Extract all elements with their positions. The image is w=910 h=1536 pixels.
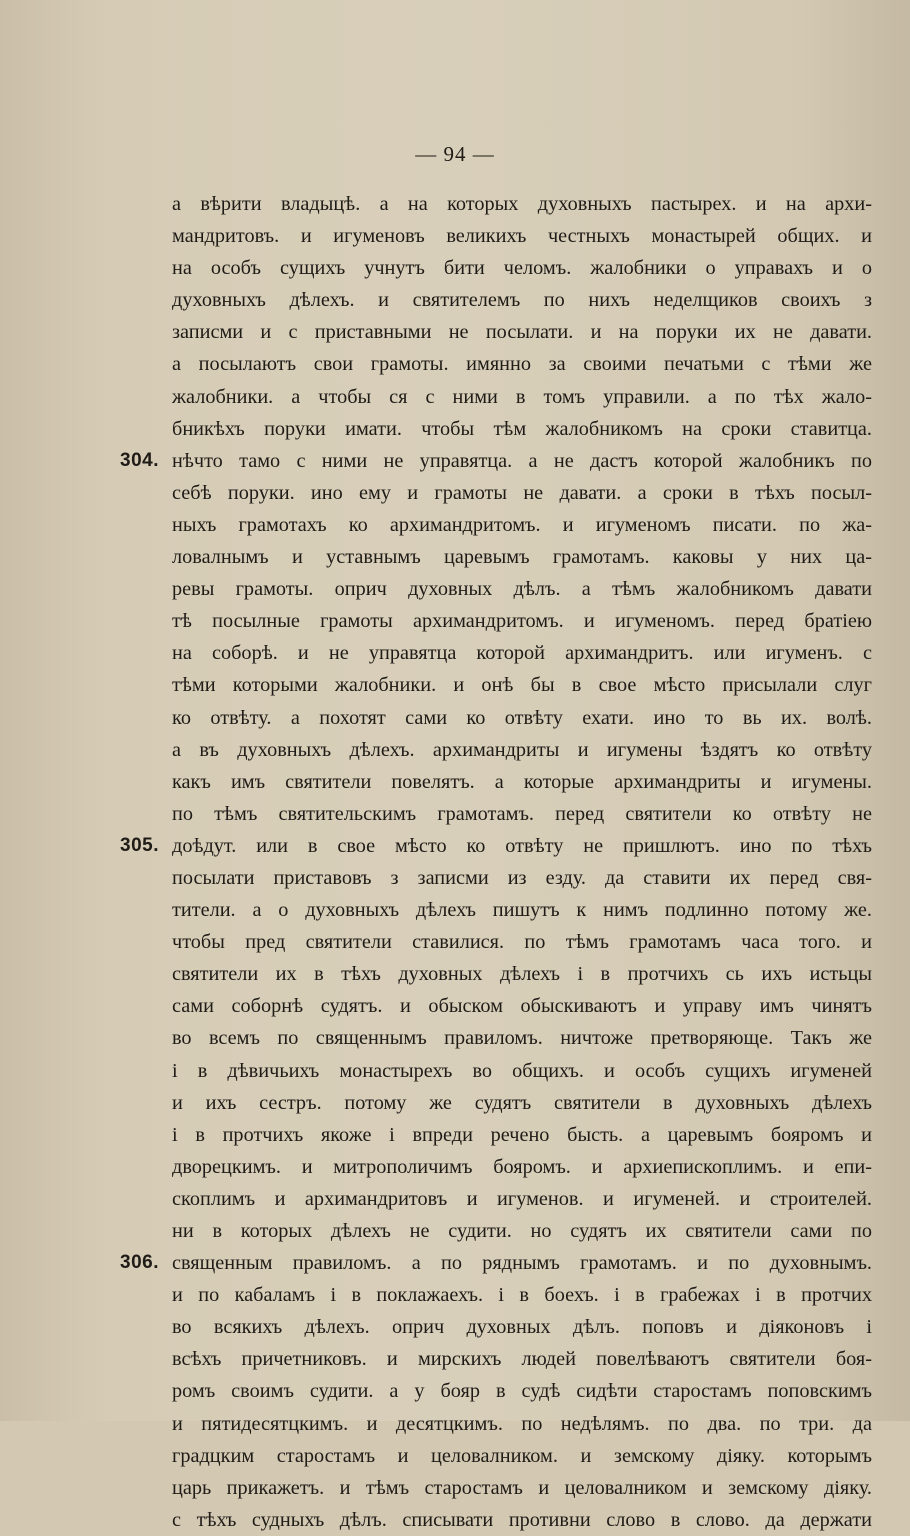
text-line-content: и ихъ сестръ. потому же судятъ святители в духовныхъ дѣлехъ bbox=[172, 1091, 872, 1114]
text-line bbox=[172, 798, 872, 830]
text-line bbox=[172, 1440, 872, 1472]
text-line bbox=[172, 1119, 872, 1151]
text-line-content: по тѣмъ святительскимъ грамотамъ. перед святители ко отвѣту не bbox=[172, 802, 872, 825]
text-line bbox=[172, 894, 872, 926]
text-line-content: с тѣхъ судныхъ дѣлъ. списывати противни слово в слово. да держати bbox=[172, 1508, 872, 1531]
text-line-content: какъ имъ святители повелятъ. а которые архимандриты и игумены. bbox=[172, 770, 872, 793]
text-line bbox=[172, 1375, 872, 1407]
text-line bbox=[172, 766, 872, 798]
text-line bbox=[172, 188, 872, 220]
text-line bbox=[172, 669, 872, 701]
text-line bbox=[172, 220, 872, 252]
text-line-content: а вѣрити владыцѣ. а на которых духовныхъ пастырех. и на архи- bbox=[172, 193, 872, 215]
text-line-content: и пятидесятцкимъ. и десятцкимъ. по недѣлямъ. по два. по три. да bbox=[172, 1412, 872, 1435]
text-line-content: царь прикажетъ. и тѣмъ старостамъ и целовалником и земскому дiяку. bbox=[172, 1476, 872, 1499]
text-line bbox=[172, 413, 872, 445]
text-line-content: мандритовъ. и игуменовъ великихъ честныхъ монастырей общих. и bbox=[172, 225, 872, 248]
text-line-content: всѣхъ причетниковъ. и мирскихъ людей повелѣваютъ святители боя- bbox=[172, 1348, 872, 1371]
text-line-content: посылати приставовъ з записми из езду. да ставити их перед свя- bbox=[172, 866, 872, 889]
text-line bbox=[172, 605, 872, 637]
text-line bbox=[172, 477, 872, 509]
text-line bbox=[172, 541, 872, 573]
paragraph-number: 305. bbox=[120, 834, 159, 856]
text-line bbox=[172, 926, 872, 958]
text-line-content: а въ духовныхъ дѣлехъ. архимандриты и игумены ѣздятъ ко отвѣту bbox=[172, 738, 872, 761]
text-line-content: себѣ поруки. ино ему и грамоты не давати. а сроки в тѣхъ посыл- bbox=[172, 481, 872, 504]
text-line-content: святители их в тѣхъ духовных дѣлехъ і в протчихъ сь ихъ истьцы bbox=[172, 963, 872, 986]
text-line bbox=[172, 1055, 872, 1087]
text-line bbox=[172, 1022, 872, 1054]
text-line bbox=[172, 1087, 872, 1119]
text-line bbox=[172, 1151, 872, 1183]
text-line-content: дворецкимъ. и митрополичимъ бояромъ. и архиепископлимъ. и епи- bbox=[172, 1155, 872, 1178]
text-line-content: духовныхъ дѣлехъ. и святителемъ по нихъ неделщиков своихъ з bbox=[172, 289, 872, 312]
text-line-content: ныхъ грамотахъ ко архимандритомъ. и игуменомъ писати. по жа- bbox=[172, 513, 872, 536]
text-line-content: і в протчихъ якоже і впреди речено бысть. а царевымъ бояромъ и bbox=[172, 1123, 872, 1146]
text-line-content: і в дѣвичьихъ монастырехъ во общихъ. и особъ сущихъ игуменей bbox=[172, 1059, 872, 1082]
text-line-content: сами соборнѣ судятъ. и обыском обыскиваютъ и управу имъ чинятъ bbox=[172, 995, 872, 1018]
text-line bbox=[172, 1472, 872, 1504]
text-line bbox=[172, 1408, 872, 1440]
text-line-content: ромъ своимъ судити. а у бояр в судѣ сидѣти старостамъ поповскимъ bbox=[172, 1380, 872, 1403]
text-line-content: ко отвѣту. а похотят сами ко отвѣту ехати. ино то вь их. волѣ. bbox=[172, 706, 872, 729]
text-line bbox=[172, 509, 872, 541]
body-text bbox=[120, 188, 872, 1536]
text-line bbox=[172, 1504, 872, 1536]
text-line-content: чтобы пред святители ставилися. по тѣмъ грамотамъ часа того. и bbox=[172, 931, 872, 954]
text-line bbox=[172, 990, 872, 1022]
text-line bbox=[172, 1311, 872, 1343]
text-line-content: а посылаютъ свои грамоты. имянно за своими печатьми с тѣми же bbox=[172, 353, 872, 376]
text-line bbox=[120, 830, 872, 862]
page-number: — 94 — bbox=[415, 142, 495, 166]
text-line bbox=[172, 702, 872, 734]
text-line bbox=[172, 1215, 872, 1247]
text-line bbox=[120, 445, 872, 477]
text-line-content: на особъ сущихъ учнутъ бити челомъ. жалобники о управахъ и о bbox=[172, 257, 872, 280]
text-line-content: скоплимъ и архимандритовъ и игуменов. и игуменей. и строителей. bbox=[172, 1187, 872, 1210]
text-line-content: и по кабаламъ і в поклажаехъ. і в боехъ. і в грабежах і в протчих bbox=[172, 1284, 872, 1307]
text-line-content: жалобники. а чтобы ся с ними в томъ управили. а по тѣх жало- bbox=[172, 385, 872, 408]
text-line-content: ревы грамоты. оприч духовных дѣлъ. а тѣмъ жалобникомъ давати bbox=[172, 578, 872, 601]
text-line-content: доѣдут. или в свое мѣсто ко отвѣту не пришлютъ. ино по тѣхъ bbox=[172, 834, 872, 857]
text-line bbox=[172, 1343, 872, 1375]
text-line bbox=[172, 316, 872, 348]
text-line-content: нѣчто тамо с ними не управятца. а не дастъ которой жалобникъ по bbox=[172, 449, 872, 472]
text-line-content: во всемъ по священнымъ правиломъ. ничтоже претворяюще. Такъ же bbox=[172, 1027, 872, 1050]
text-line-content: тители. а о духовныхъ дѣлехъ пишутъ к нимъ подлинно потому же. bbox=[172, 899, 872, 922]
text-line bbox=[172, 381, 872, 413]
text-line-content: тѣми которыми жалобники. и онѣ бы в свое мѣсто присылали слуг bbox=[172, 674, 872, 697]
text-line bbox=[172, 734, 872, 766]
text-line-content: ловалнымъ и уставнымъ царевымъ грамотамъ. каковы у них ца- bbox=[172, 546, 872, 569]
text-line-content: записми и с приставными не посылати. и на поруки их не давати. bbox=[172, 321, 872, 344]
paragraph-number: 304. bbox=[120, 449, 159, 471]
text-line-content: бникѣхъ поруки имати. чтобы тѣм жалобникомъ на сроки ставитца. bbox=[172, 417, 872, 440]
text-line bbox=[120, 1247, 872, 1279]
text-line bbox=[172, 348, 872, 380]
text-line-content: во всякихъ дѣлехъ. оприч духовных дѣлъ. поповъ и дiяконовъ і bbox=[172, 1316, 872, 1339]
text-line bbox=[172, 573, 872, 605]
text-line-content: священным правиломъ. а по ряднымъ грамотамъ. и по духовнымъ. bbox=[172, 1252, 872, 1275]
text-line bbox=[172, 637, 872, 669]
text-line bbox=[172, 1183, 872, 1215]
text-line bbox=[172, 284, 872, 316]
text-line-content: ни в которых дѣлехъ не судити. но судятъ их святители сами по bbox=[172, 1220, 872, 1242]
text-line bbox=[172, 1279, 872, 1311]
text-line bbox=[172, 252, 872, 284]
text-line-content: тѣ посылные грамоты архимандритомъ. и игуменомъ. перед братiею bbox=[172, 610, 872, 633]
paragraph-number: 306. bbox=[120, 1252, 159, 1274]
text-line-content: градцким старостамъ и целовалником. и земскому дiяку. которымъ bbox=[172, 1444, 872, 1467]
text-line-content: на соборѣ. и не управятца которой архимандритъ. или игуменъ. с bbox=[172, 642, 872, 665]
text-line bbox=[172, 862, 872, 894]
text-line bbox=[172, 958, 872, 990]
